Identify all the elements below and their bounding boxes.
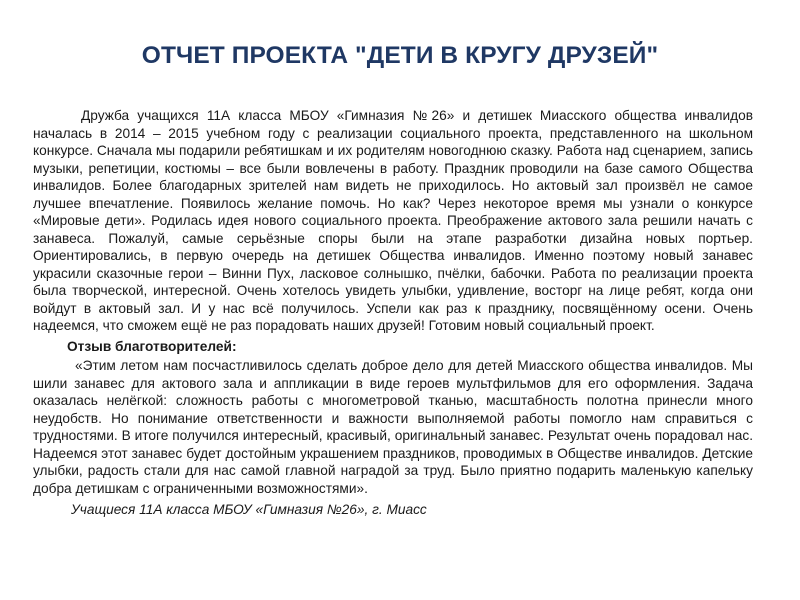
review-paragraph: «Этим летом нам посчастливилось сделать доброе дело для детей Миасского общества инвалидов. Мы шили занавес для актового зала и аппликации в виде героев мультфильмов для его оформления. Задача оказалась нелёгкой: сложность работы с многометровой тканью, масштабность полотна принесли много неудобств. Но понимание ответственности и важности выполняемой работы помогло нам справиться с трудностями. В итоге получился интересный, красивый, оригинальный занавес. Результат очень порадовал нас. Надеемся этот занавес будет достойным украшением праздников, проводимых в Обществе инвалидов. Детские улыбки, радость стали для нас самой главной наградой за труд. Было приятно подарить маленькую капельку добра детишкам с ограниченными возможностями».: [33, 358, 753, 496]
page-title: ОТЧЕТ ПРОЕКТА "ДЕТИ В КРУГУ ДРУЗЕЙ": [141, 42, 659, 69]
signature: Учащиеся 11А класса МБОУ «Гимназия №26», г. Миасс: [71, 502, 427, 517]
review-heading: Отзыв благотворителей:: [67, 338, 237, 354]
report-paragraph: Дружба учащихся 11А класса МБОУ «Гимназия №26» и детишек Миасского общества инвалидов началась в 2014 – 2015 учебном году с реализации социального проекта, представленного на школьном конкурсе. Сначала мы подарили ребятишкам и их родителям новогоднюю сказку. Работа над сценарием, запись музыки, репетиции, костюмы – все были вовлечены в работу. Праздник проводили на базе самого Общества инвалидов. Более благодарных зрителей нам видеть не приходилось. Но актовый зал произвёл не самое лучшее впечатление. Появилось желание помочь. Но как? Через некоторое время мы узнали о конкурсе «Мировые дети». Родилась идея нового социального проекта. Преображение актового зала решили начать с занавеса. Пожалуй, самые серьёзные споры были на этапе разработки дизайна новых портьер. Ориентировались, в первую очередь на детишек Общества инвалидов. Именно поэтому новый занавес украсили сказочные герои – Винни Пух, ласковое солнышко, пчёлки, бабочки. Работа по реализации проекта была творческой, интересной. Очень хотелось увидеть улыбки, удивление, восторг на лице ребят, когда они войдут в актовый зал. И у нас всё получилось. Успели как раз к празднику, посвящённому осени. Очень надеемся, что сможем ещё не раз порадовать наших друзей! Готовим новый социальный проект.: [33, 108, 753, 333]
report-content: [33, 107, 753, 519]
